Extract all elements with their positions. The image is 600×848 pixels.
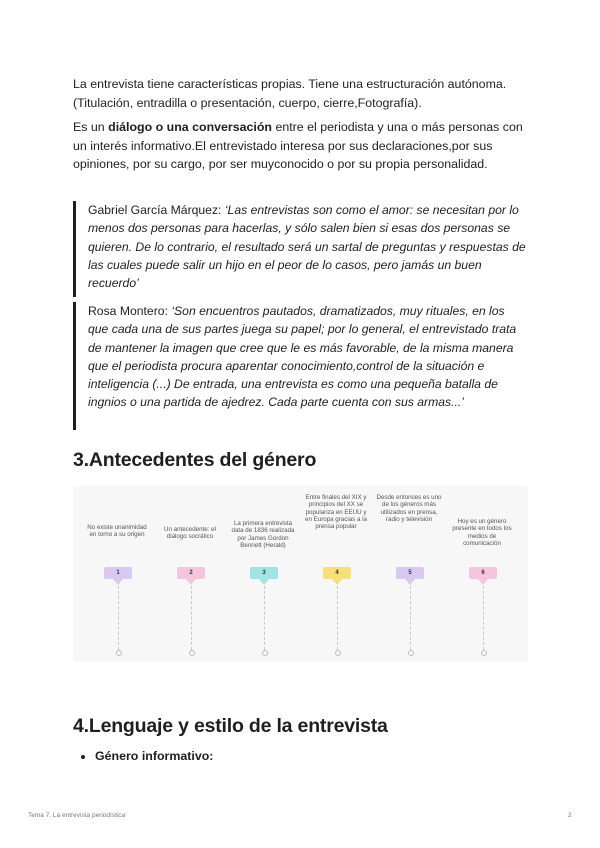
quote-author: Rosa Montero: — [88, 304, 172, 318]
bullet-item: • Género informativo: — [95, 747, 213, 765]
timeline-number-badge: 6 — [469, 567, 497, 579]
intro-paragraph: La entrevista tiene características propias. Tiene una estructuración autónoma. (Titulación, entradilla o presentación, cuerpo, cierre,Fotografía). — [73, 77, 507, 110]
bullet-list — [73, 747, 213, 765]
timeline-dot — [262, 650, 268, 656]
timeline-pointer — [259, 579, 269, 585]
timeline-event-text: Hoy es un género presente en todos los medios de comunicación — [452, 518, 512, 547]
footer-title: Tema 7. La entrevista periodística — [28, 812, 126, 819]
timeline-connector-line — [410, 586, 411, 650]
timeline-number-badge: 2 — [177, 567, 205, 579]
timeline-event — [156, 486, 224, 662]
definition-bold: diálogo o una conversación — [108, 120, 273, 134]
definition-paragraph — [73, 118, 533, 174]
timeline-connector-line — [264, 586, 265, 650]
timeline-dot — [481, 650, 487, 656]
page-number: 2 — [568, 812, 572, 819]
timeline-event-text: Desde entonces es uno de los géneros más utilizados en prensa, radio y televisión — [376, 494, 442, 523]
timeline-number-badge: 3 — [250, 567, 278, 579]
timeline-pointer — [113, 579, 123, 585]
definition-text-before: Es un — [73, 120, 109, 134]
timeline-connector-line — [483, 586, 484, 650]
timeline-event — [83, 486, 151, 662]
timeline-event — [375, 486, 443, 662]
quote-text: ‘Las entrevistas son como el amor: se necesitan por lo menos dos personas para hacerlas, y sólo salen bien si esas dos personas se quieren. De lo contrario, el resultado será un sartal de preguntas y respuestas de las cuales puede salir un hijo en el peor de lo casos, pero jamás un buen recuerdo’ — [88, 203, 526, 291]
timeline-connector-line — [337, 586, 338, 650]
timeline-event-text: La primera entrevista data de 1836 realizada por James Gordon Bennett (Herald) — [231, 520, 295, 549]
timeline-pointer — [186, 579, 196, 585]
timeline-pointer — [478, 579, 488, 585]
timeline-connector-line — [191, 586, 192, 650]
quote-text: ‘Son encuentros pautados, dramatizados, muy rituales, en los que cada una de sus partes juega su papel; por lo general, el entrevistado trata de mantener la imagen que cree que le es más favorable, de la misma manera que el periodista procura aparentar conocimiento,control de la situación e inteligencia (...) De entrada, una entrevista es como una pequeña batalla de ingnios o una partida de ajedrez. Cada parte cuenta con sus armas...’ — [88, 304, 517, 410]
timeline-dot — [189, 650, 195, 656]
timeline-pointer — [405, 579, 415, 585]
timeline-event-text: Un antecedente: el diálogo socrático — [164, 526, 216, 541]
definition-text-after: entre el periodista y una o más personas con un interés informativo.El entrevistado interesa por sus declaraciones,por sus opiniones, por su cargo, por ser muyconocido o por su propia personalidad. — [73, 120, 523, 171]
timeline-number-badge: 4 — [323, 567, 351, 579]
quote-garcia-marquez — [73, 201, 528, 297]
timeline-event — [448, 486, 516, 662]
timeline-number-badge: 5 — [396, 567, 424, 579]
quote-rosa-montero — [73, 302, 528, 430]
timeline-event — [229, 486, 297, 662]
antecedents-timeline — [73, 486, 528, 662]
section-3-heading: 3.Antecedentes del género — [73, 449, 317, 471]
timeline-event — [302, 486, 370, 662]
timeline-connector-line — [118, 586, 119, 650]
timeline-dot — [335, 650, 341, 656]
timeline-dot — [116, 650, 122, 656]
timeline-event-text: Entre finales del XIX y principios del XX se populariza en EEUU y en Europa gracias a la prensa popular — [305, 494, 367, 531]
timeline-event-text: No existe unanimidad en torno a su origen — [87, 524, 147, 539]
section-4-heading: 4.Lenguaje y estilo de la entrevista — [73, 715, 388, 737]
quote-author: Gabriel García Márquez: — [88, 203, 225, 217]
timeline-number-badge: 1 — [104, 567, 132, 579]
timeline-dot — [408, 650, 414, 656]
timeline-pointer — [332, 579, 342, 585]
